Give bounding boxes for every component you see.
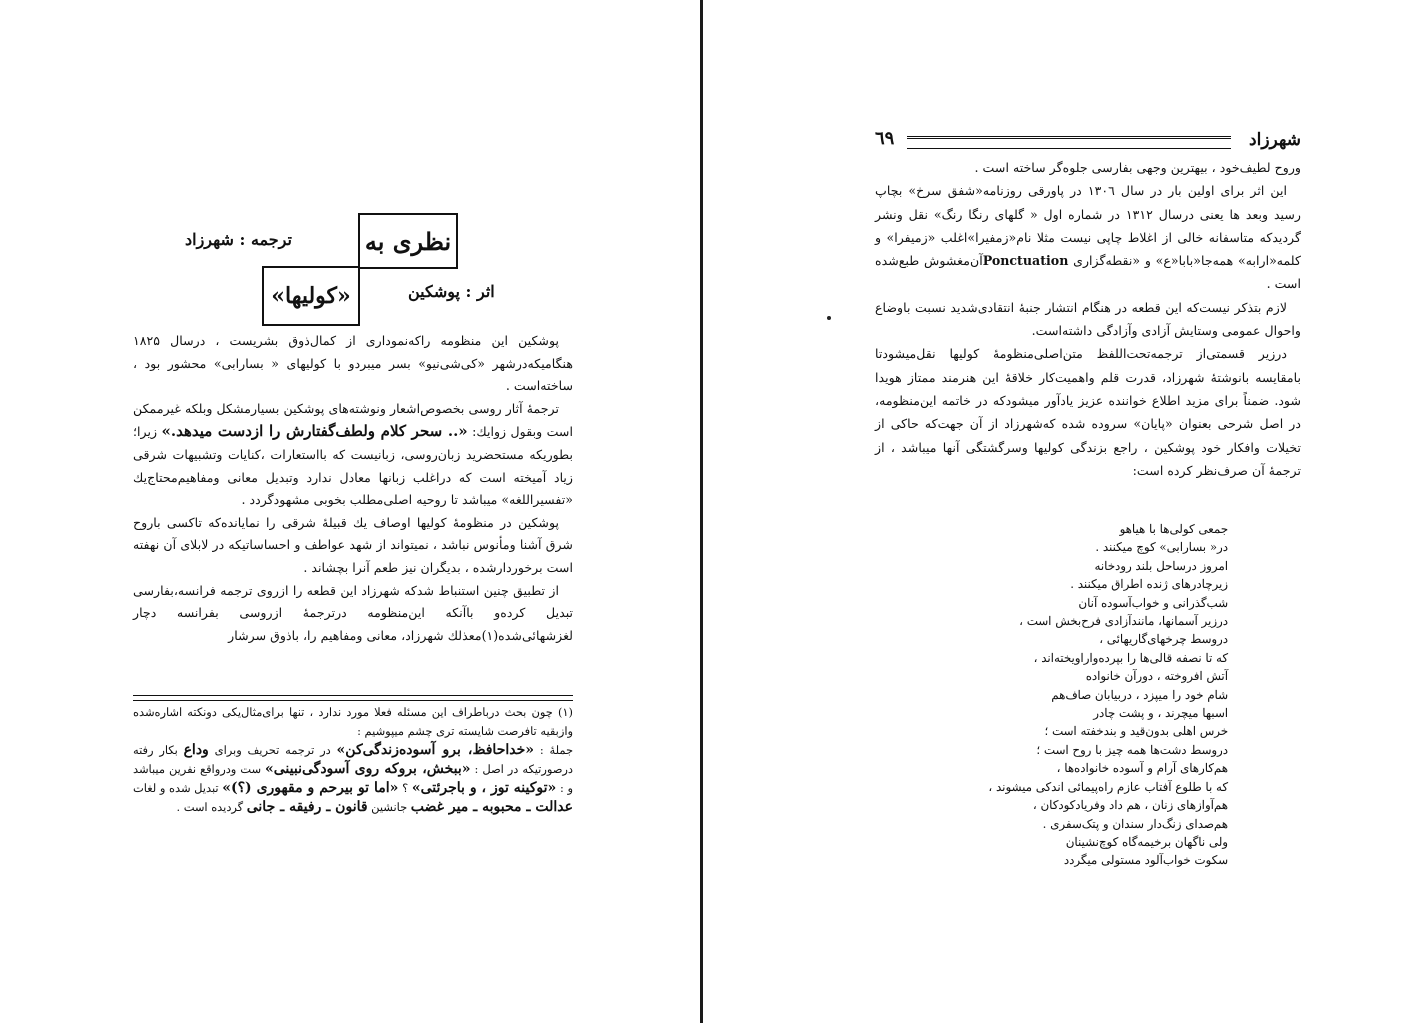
latin-word: Ponctuation	[982, 253, 1069, 269]
footnote-line-2	[133, 741, 573, 817]
left-body-text	[133, 330, 573, 647]
fn-text-d: ست ودرواقع نفرین میباشد و :	[133, 762, 573, 795]
left-paragraph-1: پوشکین این منظومه راکه‌نموداری از کمال‌ذوق بشریست ، درسال ۱۸۲۵ هنگامیکه‌درشهر «کی‌شی‌نیو» بسر میبردو با کولیهای « بسارابی» محشور بود ، ساخته‌است .	[133, 333, 573, 394]
fn-words-2: قانون ـ رفیقه ـ جانی	[246, 799, 368, 815]
left-paragraph-2	[133, 398, 573, 512]
translator-credit: ترجمه : شهرزاد	[185, 230, 292, 249]
left-page	[0, 0, 700, 1023]
fn-quote-3: «توکینه توز ، و باجرئتی»	[411, 780, 557, 796]
poem-line: دروسط دشت‌ها همه چیز با روح است ؛	[1036, 742, 1228, 757]
poem-line: اسبها میچرند ، و پشت چادر	[1093, 706, 1228, 721]
title-box-2	[262, 266, 360, 326]
poem-line: جمعی کولی‌ها با هیاهو	[1119, 522, 1228, 536]
page-number: ٦٩	[875, 128, 895, 149]
poem-line: آتش افروخته ، دورآن خانواده	[1085, 669, 1228, 684]
poem-line: سکوت خواب‌آلود مستولی میگردد	[1063, 853, 1228, 868]
fn-text-g: جانشین	[367, 800, 411, 814]
right-paragraph-1: وروح لطیف‌خود ، بیهترین وجهی بفارسی جلوه‌گر ساخته است .	[974, 160, 1301, 175]
title-part-1: نظری به	[364, 226, 452, 256]
fn-quote-2: «ببخش، بروکه روی آسودگی‌نبینی»	[265, 761, 471, 777]
footnote	[133, 703, 573, 817]
right-body-text	[875, 156, 1301, 482]
poem-line: هم‌آوازهای زنان ، هم داد وفریادکودکان ،	[1032, 798, 1228, 813]
fn-text-c: بکار رفته درصورتیکه در اصل :	[133, 743, 573, 776]
header-rule	[907, 136, 1231, 149]
right-page	[703, 0, 1408, 1023]
fn-quote-4: «اما تو بیرحم و مقهوری (؟)»	[222, 780, 399, 796]
right-paragraph-4: درزیر قسمتی‌از ترجمه‌تحت‌اللفظ متن‌اصلی‌منظومهٔ کولیها نقل‌میشودتا بامقایسه بانوشتهٔ شهرزاد، قدرت قلم واهمیت‌کار خلاقهٔ این هنرمند ممتاز هویدا شود. ضمناً برای مزید اطلاع خواننده عزیز یادآور میشودکه در خاتمه این‌منظومه، در اصل شرحی بعنوان «پایان» سروده شده که‌شهرزاد از آن جهت‌که حاکی از تخیلات وافکار خود پوشکین ، راجع بزندگی کولیها وسرگشتگی آنها میباشد ، از ترجمهٔ آن صرف‌نظر کرده است:	[875, 346, 1301, 478]
poem-line: ولی ناگهان برخیمه‌گاه کوچ‌نشینان	[1065, 834, 1228, 849]
zweig-quote: «.. سحر کلام ولطف‌گفتارش را ازدست میدهد.»	[161, 422, 468, 441]
poem-line: شام خود را میپزد ، دربیابان صاف‌هم	[1051, 687, 1228, 702]
right-paragraph-2-text: این اثر برای اولین بار در سال ۱۳۰٦ در پاورقی روزنامه«شفق سرخ» بچاپ رسید وبعد ها یعنی درسال ۱۳۱۲ در شماره اول « گلهای رنگا رنگ» نقل ونشر گردیدکه متاسفانه خالی از اغلاط چاپی نیست مثلا نام«زمفیرا»اغلب «زمیفرا» و کلمه«ارابه» همه‌جا«بابا«ع» و «نقطه‌گزاری	[875, 183, 1301, 269]
running-title: شهرزاد	[1249, 130, 1301, 150]
fn-word-vada: وداع	[183, 742, 209, 758]
footnote-separator	[133, 695, 573, 701]
right-paragraph-2	[875, 179, 1301, 295]
fn-text-h: گردیده است .	[176, 800, 247, 814]
running-header	[875, 130, 1301, 158]
scan-speck	[827, 316, 831, 320]
poem-line: خرس اهلی بدون‌قید و بندخفته است ؛	[1044, 724, 1228, 739]
poem-line: هم‌صدای زنگ‌دار سندان و پتک‌سفری .	[1042, 816, 1228, 831]
poem-line: که با طلوع آفتاب عازم راه‌پیمائی اندکی میشوند ،	[988, 779, 1228, 794]
poem-line: هم‌کارهای آرام و آسوده خانواده‌ها ،	[1056, 761, 1228, 776]
author-credit: اثر : پوشکین	[408, 282, 495, 301]
title-part-2: «کولیها»	[271, 283, 351, 309]
poem-line: در« بسارابی» کوچ میکنند .	[1095, 540, 1228, 555]
poem-line: که تا نصفه قالی‌ها را بپرده‌واراویخته‌اند ،	[1033, 650, 1228, 665]
footnote-line-1: (۱) چون بحث درباطراف این مسئله فعلا مورد ندارد ، تنها برای‌مثال‌یکی دونکته اشاره‌شده وازبقیه تافرصت شایسته تری چشم میپوشیم :	[133, 705, 573, 738]
poem-translation	[958, 520, 1228, 870]
left-paragraph-2-b: زیرا؛ بطوریکه مستحضرید زبان‌روسی، زبانیست که بااستعارات ،کنایات وتشبیهات شرقی زیاد آمیخته است که دراغلب زبانها معادل ندارد وتبدیل معانی ومفاهیم‌محتاج‌یك «تفسیراللغه» میباشد تا روحیه اصلی‌مطلب بخوبی مشهودگردد .	[133, 424, 573, 508]
right-paragraph-2-end: آن‌مغشوش طبع‌شده است .	[875, 253, 1301, 292]
fn-text-f: تبدیل شده و لغات	[133, 781, 223, 795]
fn-words-1: عدالت ـ محبوبه ـ میر غضب	[410, 799, 573, 815]
fn-quote-1: «خداحافظ، برو آسوده‌زندگی‌کن»	[336, 742, 534, 758]
left-paragraph-4: از تطبیق چنین استنباط شدکه شهرزاد این قطعه را ازروی ترجمه فرانسه،بفارسی تبدیل کرده‌و باآنکه این‌منظومه درترجمهٔ ازروسی بفرانسه دچار لغزشهائی‌شده(۱)معذلك شهرزاد، معانی ومفاهیم را، باذوق سرشار	[133, 582, 573, 643]
poem-line: زیرچادرهای ژنده اطراق میکنند .	[1070, 577, 1228, 592]
fn-text-e: ؟	[398, 781, 412, 795]
poem-line: درزیر آسمانها، مانندآزادی فرح‌بخش است ،	[1019, 614, 1228, 629]
left-paragraph-3: پوشکین در منظومهٔ کولیها اوصاف یك قبیلهٔ شرقی را نمایانده‌که تاکسی باروح شرق آشنا ومأنوس نباشد ، نمیتواند از شهد عواطف و احساساتیکه در لابلای آن نهفته است برخوردارشده ، بدیگران نیز طعم آنرا بچشاند .	[133, 514, 573, 575]
left-paragraph-2-a: ترجمهٔ آثار روسی بخصوص‌اشعار ونوشته‌های پوشکین بسیارمشکل وبلکه غیرممکن است وبقول زوایك:	[133, 400, 573, 440]
fn-text-a: جملهٔ :	[534, 743, 573, 757]
right-paragraph-3: لازم بتذکر نیست‌که این قطعه در هنگام انتشار جنبهٔ انتقادی‌شدید نسبت باوضاع واحوال عمومی وستایش آزادی وآزادگی داشته‌است.	[875, 299, 1301, 339]
poem-line: شب‌گذرانی و خواب‌آسوده آنان	[1078, 595, 1228, 610]
title-box-1	[358, 213, 458, 269]
poem-line: دروسط چرخهای‌گاریهائی ،	[1099, 632, 1228, 647]
fn-text-b: در ترجمه تحریف وبرای	[208, 743, 337, 757]
poem-line: امروز درساحل بلند رودخانه	[1094, 558, 1228, 573]
